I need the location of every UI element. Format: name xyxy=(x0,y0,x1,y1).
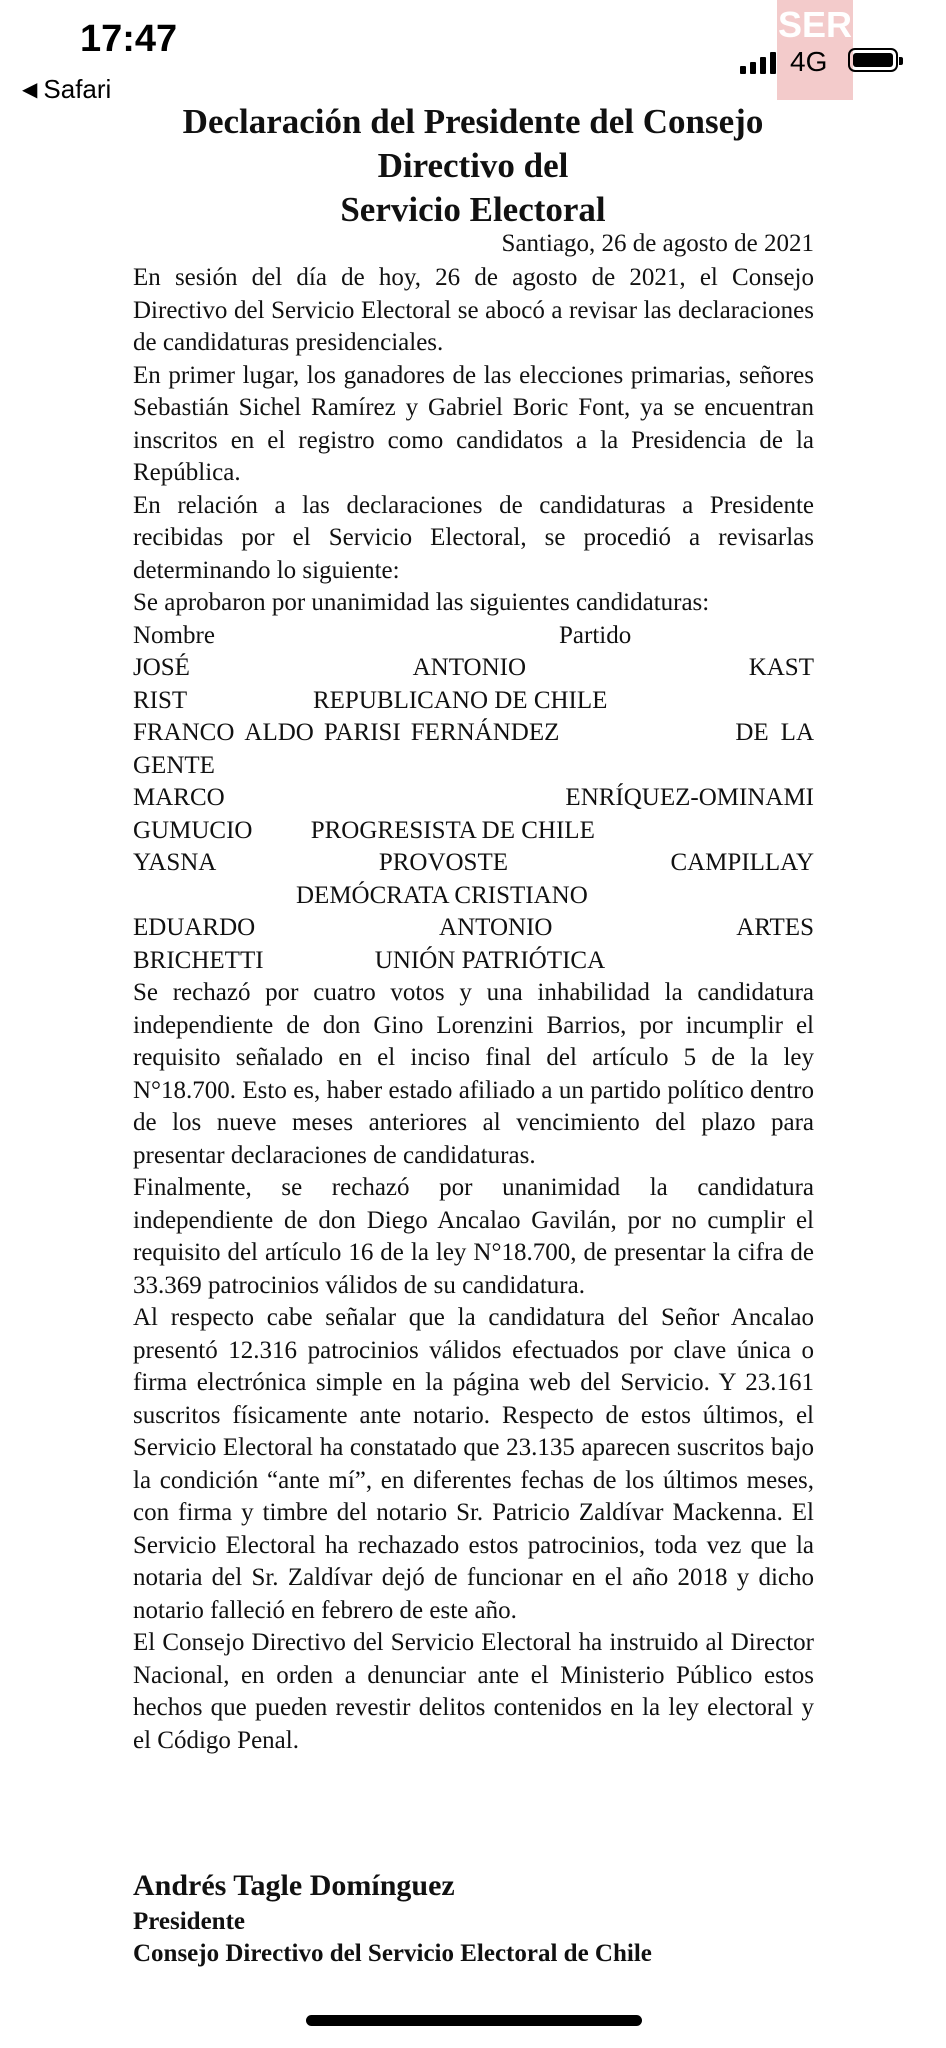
battery-icon xyxy=(848,48,898,72)
party-name: PROGRESISTA DE CHILE xyxy=(310,816,595,844)
paragraph: El Consejo Directivo del Servicio Electoral ha instruido al Director Nacional, en orden a denunciar ante el Ministerio Público estos hechos que pueden revestir delitos contenidos en la ley electoral y el Código Penal. xyxy=(133,1629,814,1754)
paragraph: Se aprobaron por unanimidad las siguientes candidaturas: xyxy=(133,589,710,616)
paragraph: Finalmente, se rechazó por unanimidad la candidatura independiente de don Diego Ancalao Gavilán, por no cumplir el requisito del artículo 16 de la ley N°18.700, de presentar la cifra de 33.369 patrocinios válidos de su candidatura. xyxy=(133,1174,814,1299)
name-word: FRANCO xyxy=(133,719,235,746)
document-date: Santiago, 26 de agosto de 2021 xyxy=(501,230,814,257)
row-line xyxy=(133,847,814,880)
table-row xyxy=(133,717,814,782)
row-line xyxy=(133,685,814,718)
name-word: MARCO xyxy=(133,784,225,811)
status-time: 17:47 xyxy=(80,18,178,60)
table-row xyxy=(133,782,814,847)
party-word: GENTE xyxy=(133,751,215,779)
paragraph: En primer lugar, los ganadores de las elecciones primarias, señores Sebastián Sichel Ramírez y Gabriel Boric Font, ya se encuentran inscritos en el registro como candidatos a la Presidencia de la República. xyxy=(133,361,814,486)
name-word: BRICHETTI xyxy=(133,946,264,974)
name-word: RIST xyxy=(133,686,187,714)
signatory-title: Presidente xyxy=(133,1908,246,1935)
row-line xyxy=(133,945,814,978)
name-word: CAMPILLAY xyxy=(670,849,814,876)
back-triangle-icon: ◀ xyxy=(22,79,38,101)
row-line xyxy=(133,880,814,913)
table-row xyxy=(133,847,814,912)
paragraph: En sesión del día de hoy, 26 de agosto de 2021, el Consejo Directivo del Servicio Electoral se abocó a revisar las declaraciones de candidaturas presidenciales. xyxy=(133,264,814,356)
name-word: EDUARDO xyxy=(133,914,256,941)
row-line xyxy=(133,652,814,685)
paragraph: Al respecto cabe señalar que la candidatura del Señor Ancalao presentó 12.316 patrocinios válidos efectuados por clave única o firma electrónica simple en la página web del Servicio. Y 23.161 suscritos físicamente ante notario. Respecto de estos últimos, el Servicio Electoral ha constatado que 23.135 aparecen suscritos bajo la condición “ante mí”, en diferentes fechas de los últimos meses, con firma y timbre del notario Sr. Patricio Zaldívar Mackenna. El Servicio Electoral ha rechazado estos patrocinios, toda vez que la notaria del Sr. Zaldívar dejó de funcionar en el año 2018 y dicho notario falleció en febrero de este año. xyxy=(133,1304,814,1624)
signatory-organization: Consejo Directivo del Servicio Electoral de Chile xyxy=(133,1940,652,1967)
name-word: JOSÉ xyxy=(133,654,190,681)
name-word: ALDO xyxy=(244,719,314,746)
title-line: Directivo del xyxy=(377,146,569,185)
party-word: DE xyxy=(735,719,769,746)
party-name: REPUBLICANO DE CHILE xyxy=(312,686,608,714)
name-word: PARISI xyxy=(323,719,401,746)
table-row xyxy=(133,652,814,717)
table-row xyxy=(133,912,814,977)
name-word: YASNA xyxy=(133,849,217,876)
servel-logo: SER xyxy=(777,0,853,100)
document-title xyxy=(120,100,826,232)
name-word: KAST xyxy=(748,654,814,681)
cellular-signal-icon xyxy=(740,50,778,74)
paragraph: En relación a las declaraciones de candidaturas a Presidente recibidas por el Servicio Electoral, se procedió a revisarlas determinando lo siguiente: xyxy=(133,491,814,584)
party-name: DEMÓCRATA CRISTIANO xyxy=(296,881,588,909)
header-name: Nombre xyxy=(133,621,215,649)
back-app-label: Safari xyxy=(43,74,112,104)
back-to-safari-link[interactable] xyxy=(22,74,111,105)
candidates-table xyxy=(133,620,814,978)
name-word: PROVOSTE xyxy=(378,849,508,876)
network-type: 4G xyxy=(790,46,828,77)
party-name: UNIÓN PATRIÓTICA xyxy=(374,946,606,974)
header-party: Partido xyxy=(559,621,632,649)
row-line xyxy=(133,782,814,815)
row-line xyxy=(133,717,814,750)
document-body xyxy=(133,262,814,1757)
signatory-name: Andrés Tagle Domínguez xyxy=(133,1869,455,1902)
signature-block xyxy=(133,1866,833,1970)
title-line: Declaración del Presidente del Consejo xyxy=(182,102,764,141)
name-word: ENRÍQUEZ-OMINAMI xyxy=(565,784,814,811)
party-word: LA xyxy=(780,719,814,746)
row-line xyxy=(133,912,814,945)
paragraph: Se rechazó por cuatro votos y una inhabilidad la candidatura independiente de don Gino Lorenzini Barrios, por incumplir el requisito señalado en el inciso final del artículo 5 de la ley N°18.700. Esto es, haber estado afiliado a un partido político dentro de los nueve meses anteriores al vencimiento del plazo para presentar declaraciones de candidaturas. xyxy=(133,979,814,1169)
name-word: ANTONIO xyxy=(439,914,553,941)
row-line xyxy=(133,750,814,783)
home-indicator[interactable] xyxy=(306,2015,642,2026)
name-word: FERNÁNDEZ xyxy=(410,719,560,746)
name-word: ARTES xyxy=(736,914,814,941)
table-header xyxy=(133,620,814,653)
name-word: ANTONIO xyxy=(412,654,527,681)
row-line xyxy=(133,815,814,848)
name-word: GUMUCIO xyxy=(133,816,253,844)
title-line: Servicio Electoral xyxy=(340,190,606,229)
